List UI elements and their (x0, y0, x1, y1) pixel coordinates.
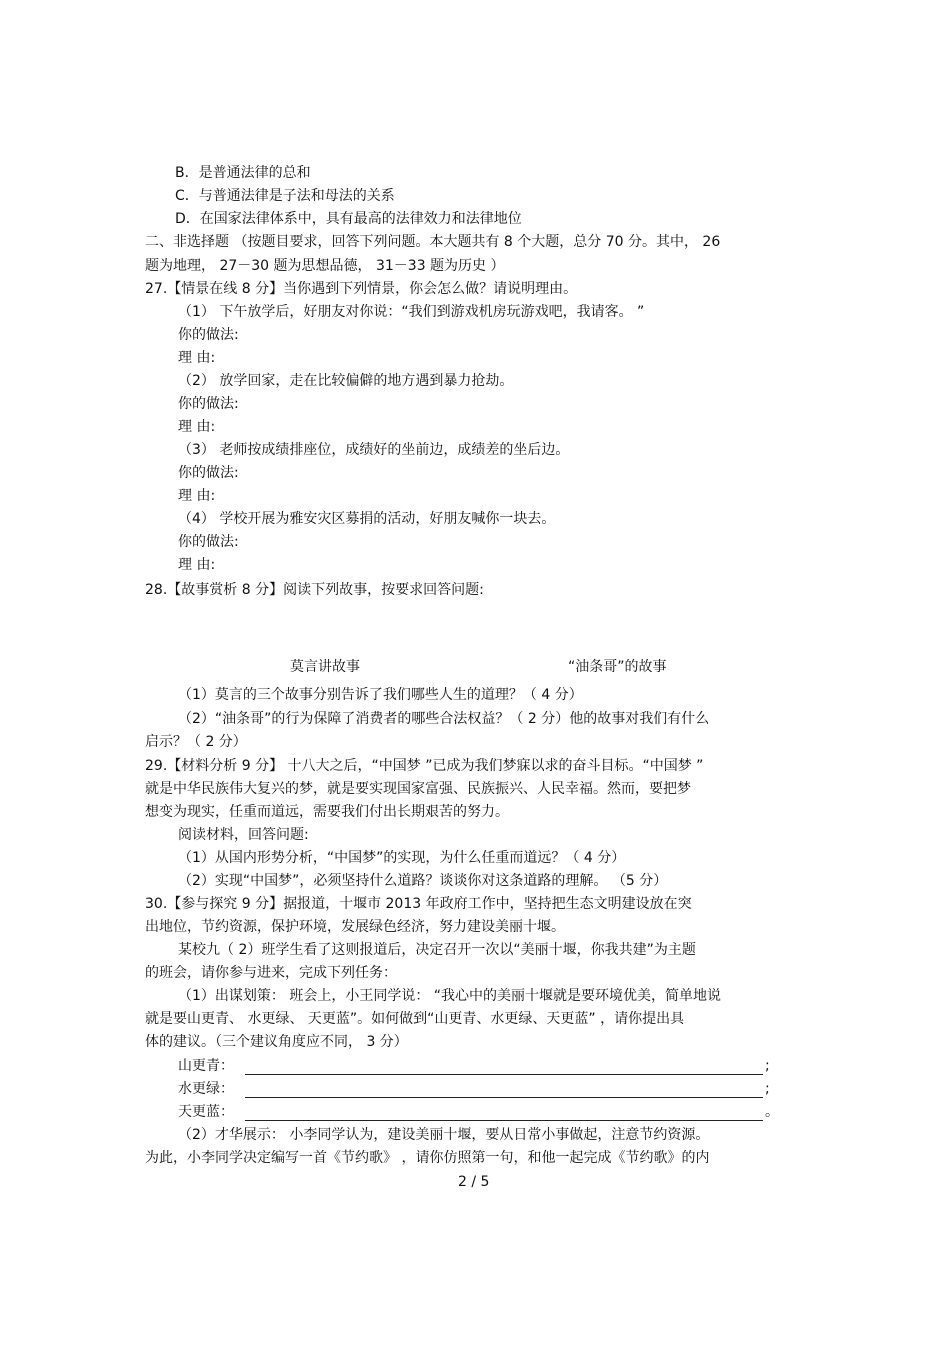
option-b: B．是普通法律的总和 (175, 165, 311, 181)
answer-label: 你的做法: (178, 396, 239, 412)
answer-blank-water[interactable] (245, 1097, 763, 1098)
q29-material-cont: 想变为现实，任重而道远，需要我们付出长期艰苦的努力。 (145, 804, 509, 820)
q30-item-2-cont: 为此，小李同学决定编写一首《节约歌》 ，请你仿照第一句，和他一起完成《节约歌》的内 (145, 1150, 710, 1166)
answer-blank-mountain[interactable] (245, 1074, 763, 1075)
q29-instruction: 阅读材料，回答问题: (178, 827, 309, 843)
q27-item-3: （3） 老师按成绩排座位，成绩好的坐前边，成绩差的坐后边。 (178, 442, 570, 458)
fill-label-water: 水更绿： (178, 1081, 234, 1097)
q28-item-2: （2）“油条哥”的行为保障了消费者的哪些合法权益？（ 2 分）他的故事对我们有什么 (178, 711, 710, 727)
reason-label: 理 由: (178, 419, 216, 435)
fill-label-sky: 天更蓝： (178, 1104, 234, 1120)
answer-label: 你的做法: (178, 327, 239, 343)
blank-end-mark: ; (765, 1081, 770, 1097)
q30-item-1-cont: 就是要山更青、 水更绿、 天更蓝”。如何做到“山更青、水更绿、天更蓝” ，请你提出具 (145, 1011, 685, 1027)
page-number: 2 / 5 (458, 1174, 490, 1190)
blank-end-mark: ; (765, 1058, 770, 1074)
option-d: D．在国家法律体系中，具有最高的法律效力和法律地位 (175, 211, 522, 227)
q27-title: 27.【情景在线 8 分】当你遇到下列情景，你会怎么做？请说明理由。 (145, 281, 578, 297)
answer-label: 你的做法: (178, 534, 239, 550)
q27-item-1: （1） 下午放学后，好朋友对你说：“我们到游戏机房玩游戏吧，我请客。 ” (178, 304, 645, 320)
story-title-moyan: 莫言讲故事 (290, 659, 360, 675)
q29-item-1: （1）从国内形势分析，“中国梦”的实现，为什么任重而道远？（ 4 分） (178, 850, 626, 866)
reason-label: 理 由: (178, 350, 216, 366)
q30-context: 某校九（ 2）班学生看了这则报道后，决定召开一次以“美丽十堰，你我共建”为主题 (178, 942, 696, 958)
section-heading-cont: 题为地理， 27－30 题为思想品德， 31－33 题为历史 ） (145, 258, 505, 274)
q30-title: 30.【参与探究 9 分】据报道，十堰市 2013 年政府工作中，坚持把生态文明建设放在突 (145, 896, 692, 912)
fill-label-mountain: 山更青： (178, 1058, 234, 1074)
reason-label: 理 由: (178, 557, 216, 573)
answer-blank-sky[interactable] (245, 1120, 763, 1121)
q29-title: 29.【材料分析 9 分】 十八大之后，“中国梦 ”已成为我们梦寐以求的奋斗目标。“中国梦 ” (145, 758, 704, 774)
q28-title: 28.【故事赏析 8 分】阅读下列故事，按要求回答问题: (145, 582, 484, 598)
q28-item-2-cont: 启示？（ 2 分） (145, 734, 247, 750)
option-c: C．与普通法律是子法和母法的关系 (175, 188, 395, 204)
blank-end-mark: 。 (765, 1104, 779, 1120)
section-heading: 二、非选择题 （按题目要求，回答下列问题。本大题共有 8 个大题，总分 70 分。其中， 26 (145, 234, 721, 250)
q30-item-1-cont2: 体的建议。（三个建议角度应不同， 3 分） (145, 1034, 408, 1050)
q29-item-2: （2）实现“中国梦”，必须坚持什么道路？谈谈你对这条道路的理解。 （5 分） (178, 873, 668, 889)
reason-label: 理 由: (178, 488, 216, 504)
q30-item-1: （1）出谋划策： 班会上，小王同学说： “我心中的美丽十堰就是要环境优美，简单地说 (178, 988, 722, 1004)
q30-item-2: （2）才华展示： 小李同学认为，建设美丽十堰，要从日常小事做起，注意节约资源。 (178, 1127, 710, 1143)
answer-label: 你的做法: (178, 465, 239, 481)
q29-material: 就是中华民族伟大复兴的梦，就是要实现国家富强、民族振兴、人民幸福。然而，要把梦 (145, 781, 691, 797)
q27-item-4: （4） 学校开展为雅安灾区募捐的活动，好朋友喊你一块去。 (178, 511, 556, 527)
q30-context-cont: 的班会，请你参与进来，完成下列任务： (145, 965, 397, 981)
q30-material-cont: 出地位，节约资源，保护环境，发展绿色经济，努力建设美丽十堰。 (145, 919, 565, 935)
q28-item-1: （1）莫言的三个故事分别告诉了我们哪些人生的道理？（ 4 分） (178, 687, 583, 703)
q27-item-2: （2） 放学回家，走在比较偏僻的地方遇到暴力抢劫。 (178, 373, 514, 389)
story-title-youtiaoge: “油条哥”的故事 (568, 659, 667, 675)
